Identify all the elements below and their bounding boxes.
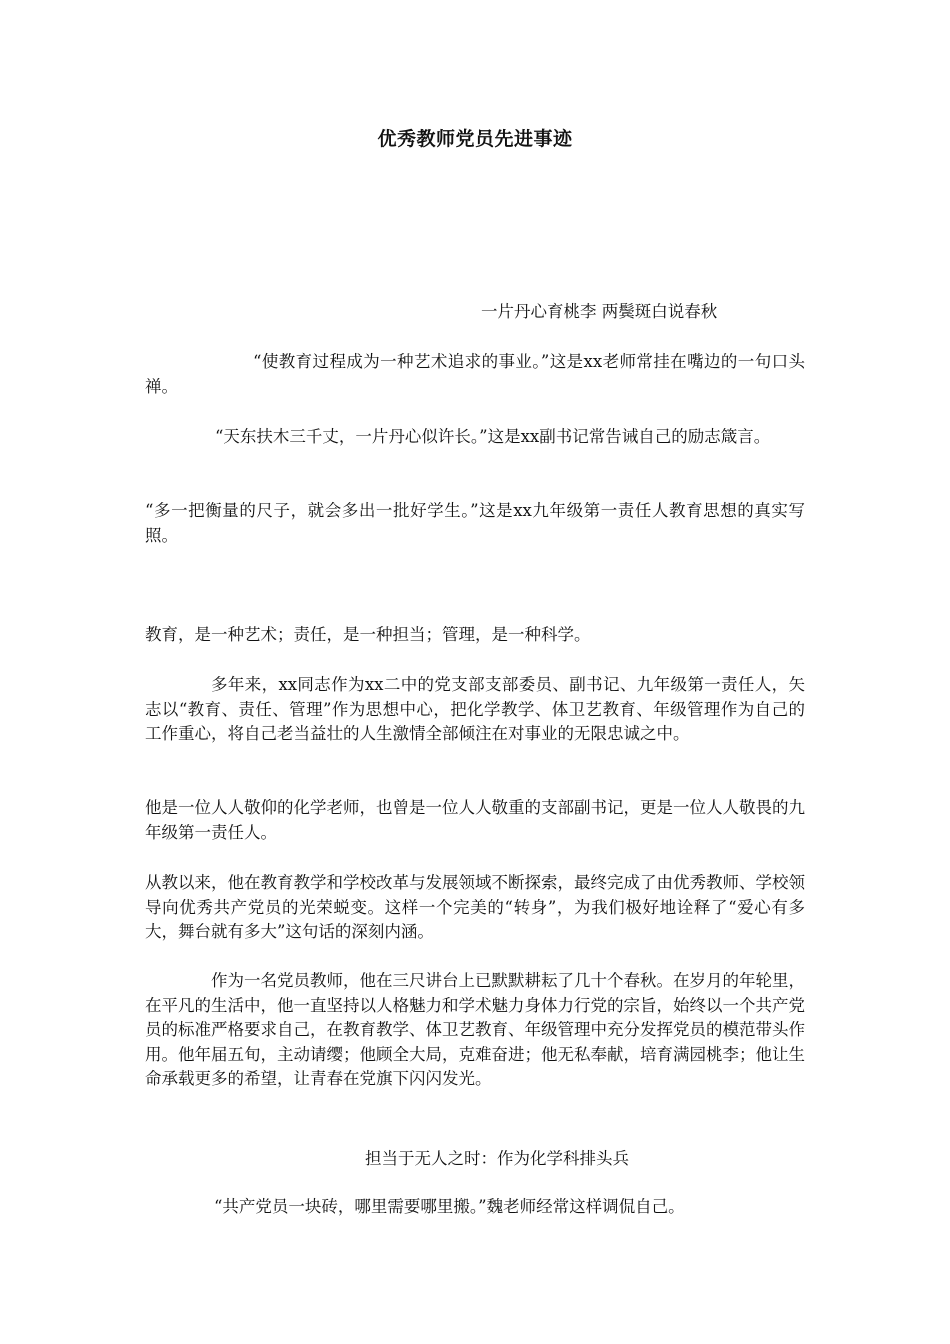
paragraph-career: 从教以来，他在教育教学和学校改革与发展领域不断探索，最终完成了由优秀教师、学校领导向优秀共产党员的光荣蜕变。这样一个完美的“转身”，为我们极好地诠释了“爱心有多大，舞台就有多大”这句话的深刻内涵。 bbox=[145, 873, 805, 941]
section-heading: 担当于无人之时：作为化学科排头兵 bbox=[365, 1149, 629, 1168]
paragraph-closing-quote: “共产党员一块砖，哪里需要哪里搬。”魏老师经常这样调侃自己。 bbox=[214, 1197, 685, 1216]
paragraph-respect: 他是一位人人敬仰的化学老师，也曾是一位人人敬重的支部副书记，更是一位人人敬畏的九年级第一责任人。 bbox=[145, 798, 805, 842]
paragraph-intro: 多年来，xx同志作为xx二中的党支部支部委员、副书记、九年级第一责任人，矢志以“教育、责任、管理”作为思想中心，把化学教学、体卫艺教育、年级管理作为自己的工作重心，将自己老当益壮的人生激情全部倾注在对事业的无限忠诚之中。 bbox=[145, 675, 805, 743]
paragraph-quote-2: “天东扶木三千丈，一片丹心似许长。”这是xx副书记常告诫自己的励志箴言。 bbox=[215, 427, 771, 446]
document-subtitle: 一片丹心育桃李 两鬓斑白说春秋 bbox=[481, 302, 718, 321]
document-title: 优秀教师党员先进事迹 bbox=[377, 128, 573, 150]
paragraph-quote-3: “多一把衡量的尺子，就会多出一批好学生。”这是xx九年级第一责任人教育思想的真实写照。 bbox=[145, 501, 805, 545]
paragraph-motto: 教育，是一种艺术；责任，是一种担当；管理，是一种科学。 bbox=[145, 625, 591, 644]
paragraph-quote-1: “使教育过程成为一种艺术追求的事业。”这是xx老师常挂在嘴边的一句口头禅。 bbox=[145, 352, 805, 396]
paragraph-party-teacher: 作为一名党员教师，他在三尺讲台上已默默耕耘了几十个春秋。在岁月的年轮里，在平凡的生活中，他一直坚持以人格魅力和学术魅力身体力行党的宗旨，始终以一个共产党员的标准严格要求自己，在教育教学、体卫艺教育、年级管理中充分发挥党员的模范带头作用。他年届五旬，主动请缨；他顾全大局，克难奋进；他无私奉献，培育满园桃李；他让生命承载更多的希望，让青春在党旗下闪闪发光。 bbox=[145, 971, 805, 1088]
